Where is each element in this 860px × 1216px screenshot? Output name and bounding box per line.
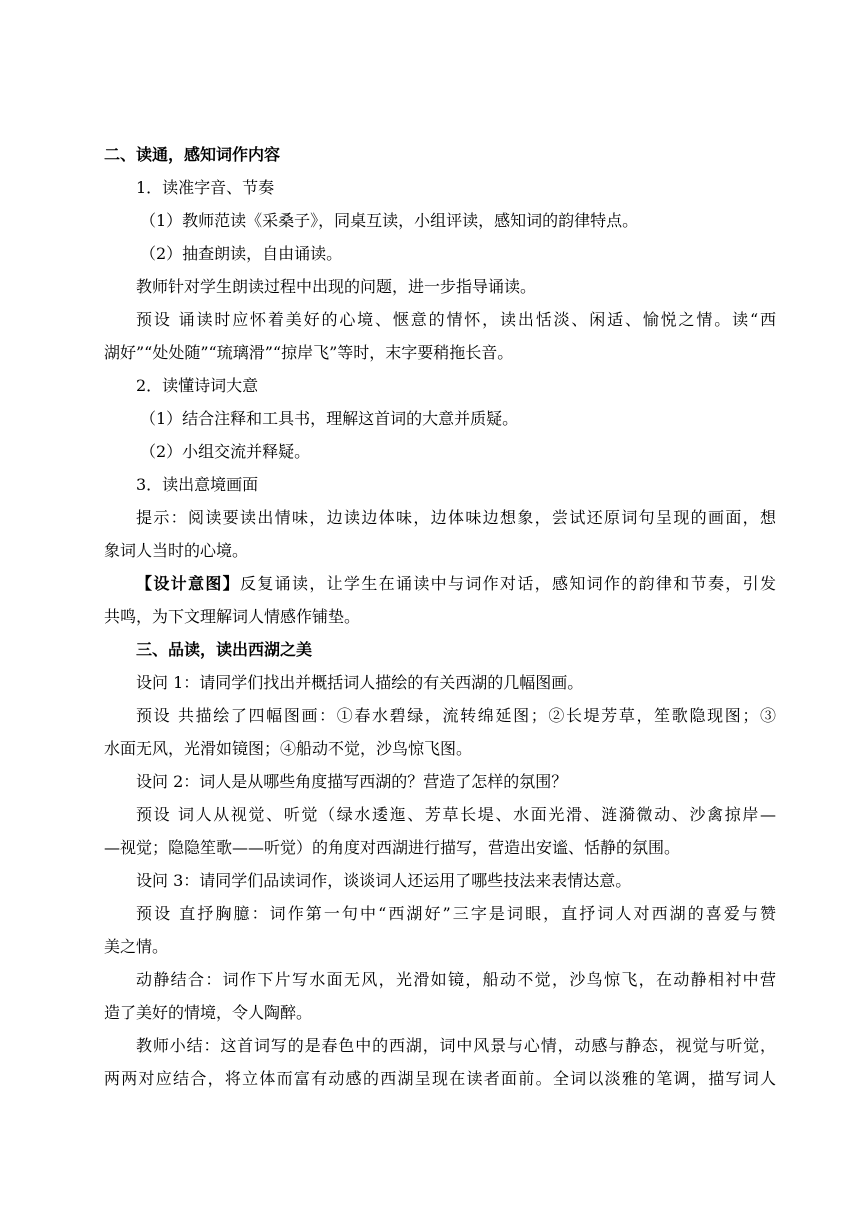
paragraph-line: 预设 共描绘了四幅图画：①春水碧绿，流转绵延图；②长堤芳草，笙歌隐现图；③	[136, 706, 776, 725]
paragraph-line: 预设 诵读时应怀着美好的心境、惬意的情怀，读出恬淡、闲适、愉悦之情。读“西	[136, 310, 776, 329]
paragraph-line: 两两对应结合，将立体而富有动感的西湖呈现在读者面前。全词以淡雅的笔调，描写词人	[104, 1069, 776, 1088]
paragraph-line: （1）结合注释和工具书，理解这首词的大意并质疑。	[140, 409, 519, 428]
design-intent-line	[104, 567, 776, 600]
paragraph-line: 提示：阅读要读出情味，边读边体味，边体味边想象，尝试还原词句呈现的画面，想	[136, 508, 776, 527]
subheading: 3．读出意境画面	[136, 475, 259, 494]
subheading: 2．读懂诗词大意	[136, 376, 259, 395]
paragraph-line: 水面无风，光滑如镜图；④船动不觉，沙鸟惊飞图。	[104, 739, 473, 758]
section-heading: 三、品读，读出西湖之美	[136, 640, 313, 659]
paragraph-line: —视觉；隐隐笙歌——听觉）的角度对西湖进行描写，营造出安谧、恬静的氛围。	[104, 838, 681, 857]
paragraph-line: 共鸣，为下文理解词人情感作铺垫。	[104, 607, 361, 626]
section-heading: 二、读通，感知词作内容	[104, 145, 281, 164]
document-body	[104, 138, 776, 1095]
paragraph-line: 教师针对学生朗读过程中出现的问题，进一步指导诵读。	[136, 277, 537, 296]
paragraph-line: 设问 1：请同学们找出并概括词人描绘的有关西湖的几幅图画。	[136, 673, 584, 692]
paragraph-line: （1）教师范读《采桑子》，同桌互读，小组评读，感知词的韵律特点。	[140, 211, 639, 230]
design-intent-text: 反复诵读，让学生在诵读中与词作对话，感知词作的韵律和节奏，引发	[240, 574, 776, 593]
design-intent-label: 【设计意图】	[136, 574, 240, 593]
paragraph-line: 象词人当时的心境。	[104, 541, 249, 560]
paragraph-line: 动静结合：词作下片写水面无风，光滑如镜，船动不觉，沙鸟惊飞，在动静相衬中营	[136, 970, 776, 989]
paragraph-line: 预设 直抒胸臆：词作第一句中“西湖好”三字是词眼，直抒词人对西湖的喜爱与赞	[136, 904, 776, 923]
paragraph-line: 预设 词人从视觉、听觉（绿水逶迤、芳草长堤、水面光滑、涟漪微动、沙禽掠岸—	[136, 805, 776, 824]
paragraph-line: 设问 3：请同学们品读词作，谈谈词人还运用了哪些技法来表情达意。	[136, 871, 632, 890]
paragraph-line: 造了美好的情境，令人陶醉。	[104, 1003, 313, 1022]
paragraph-line: （2）小组交流并释疑。	[140, 442, 311, 461]
paragraph-line: 美之情。	[104, 937, 169, 956]
paragraph-line: 湖好”“处处随”“琉璃滑”“掠岸飞”等时，末字要稍拖长音。	[104, 343, 514, 362]
paragraph-line: （2）抽查朗读，自由诵读。	[140, 244, 343, 263]
paragraph-line: 设问 2：词人是从哪些角度描写西湖的？营造了怎样的氛围？	[136, 772, 568, 791]
subheading: 1．读准字音、节奏	[136, 178, 275, 197]
paragraph-line: 教师小结：这首词写的是春色中的西湖，词中风景与心情，动感与静态，视觉与听觉，	[136, 1036, 776, 1055]
